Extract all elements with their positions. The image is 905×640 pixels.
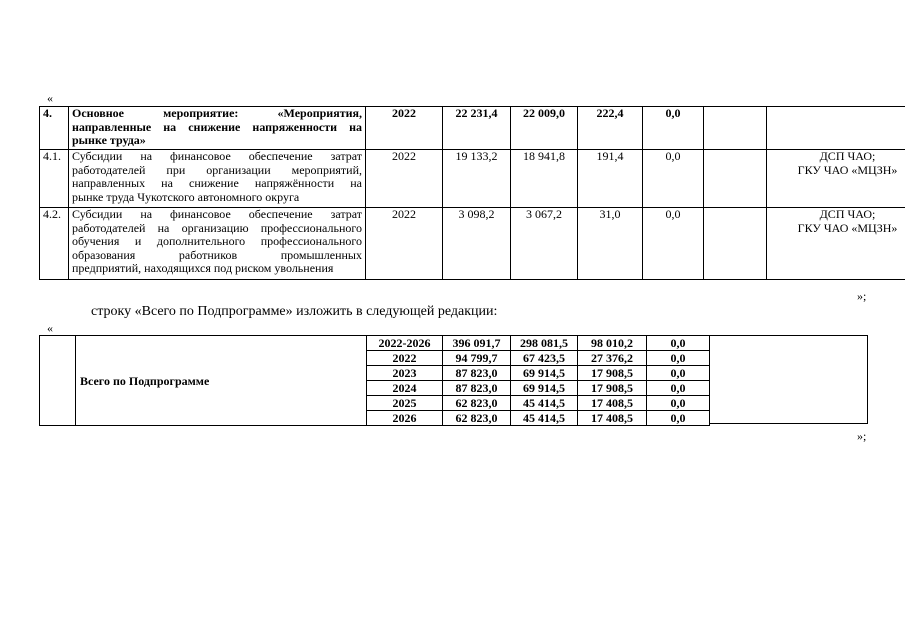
executor-line: ГКУ ЧАО «МЦЗН» xyxy=(797,162,898,177)
table-row xyxy=(40,107,905,150)
row-year: 2022 xyxy=(366,107,443,150)
total-value-2: 98 010,2 xyxy=(578,336,647,351)
row-year: 2022 xyxy=(366,150,443,208)
total-year: 2022-2026 xyxy=(367,336,443,351)
total-value-2: 17 408,5 xyxy=(578,411,647,426)
description-line: работодателей на организацию профессионального xyxy=(72,220,362,235)
description-line: Субсидии на финансовое обеспечение затрат xyxy=(72,207,362,221)
executor-line: ДСП ЧАО; xyxy=(819,149,876,163)
opening-quote-2: « xyxy=(47,321,53,335)
total-value-3: 0,0 xyxy=(647,411,710,426)
closing-quote-1: »; xyxy=(857,289,867,303)
row-description xyxy=(69,150,366,208)
row-executor xyxy=(767,150,905,208)
total-sum: 62 823,0 xyxy=(443,411,511,426)
row-value-3: 0,0 xyxy=(643,107,704,150)
description-line: образования работников промышленных xyxy=(72,247,362,262)
row-value-1: 3 067,2 xyxy=(511,208,578,280)
total-value-1: 69 914,5 xyxy=(511,381,578,396)
total-sum: 62 823,0 xyxy=(443,396,511,411)
description-line: направленные на снижение напряженности на xyxy=(72,119,362,134)
row-value-2: 222,4 xyxy=(578,107,643,150)
total-value-2: 17 908,5 xyxy=(578,366,647,381)
description-line: предприятий, находящихся под риском увольнения xyxy=(72,261,334,275)
row-total: 19 133,2 xyxy=(443,150,511,208)
total-year: 2022 xyxy=(367,351,443,366)
total-value-1: 45 414,5 xyxy=(511,396,578,411)
row-description xyxy=(69,208,366,280)
total-value-3: 0,0 xyxy=(647,351,710,366)
row-executor xyxy=(767,208,905,280)
total-sum: 87 823,0 xyxy=(443,366,511,381)
total-year: 2026 xyxy=(367,411,443,426)
total-value-1: 67 423,5 xyxy=(511,351,578,366)
total-sum: 396 091,7 xyxy=(443,336,511,351)
row-value-2: 191,4 xyxy=(578,150,643,208)
row-number: 4.2. xyxy=(40,208,69,280)
total-sum: 94 799,7 xyxy=(443,351,511,366)
closing-quote-2: »; xyxy=(857,429,867,443)
total-year: 2025 xyxy=(367,396,443,411)
total-value-1: 298 081,5 xyxy=(511,336,578,351)
row-value-1: 18 941,8 xyxy=(511,150,578,208)
total-value-2: 17 908,5 xyxy=(578,381,647,396)
description-line: Основное мероприятие: «Мероприятия, xyxy=(72,106,362,120)
total-value-1: 69 914,5 xyxy=(511,366,578,381)
empty-cell xyxy=(40,336,76,426)
row-number: 4.1. xyxy=(40,150,69,208)
description-line: направленных на снижение напряжённости на xyxy=(72,176,362,190)
empty-cell xyxy=(704,107,767,150)
total-value-3: 0,0 xyxy=(647,396,710,411)
description-line: рынке труда» xyxy=(72,133,146,147)
row-executor xyxy=(767,107,905,150)
total-value-1: 45 414,5 xyxy=(511,411,578,426)
description-line: рынке труда Чукотского автономного округа xyxy=(72,189,300,204)
row-value-1: 22 009,0 xyxy=(511,107,578,150)
row-value-2: 31,0 xyxy=(578,208,643,280)
row-value-3: 0,0 xyxy=(643,208,704,280)
row-year: 2022 xyxy=(366,208,443,280)
description-line: работодателей при организации мероприятий, xyxy=(72,162,362,177)
row-value-3: 0,0 xyxy=(643,150,704,208)
executor-empty-cell xyxy=(709,335,868,424)
total-year: 2024 xyxy=(367,381,443,396)
description-line: Субсидии на финансовое обеспечение затрат xyxy=(72,149,362,163)
row-description xyxy=(69,107,366,150)
row-total: 22 231,4 xyxy=(443,107,511,150)
total-value-3: 0,0 xyxy=(647,366,710,381)
table-row xyxy=(40,208,905,280)
empty-cell xyxy=(704,150,767,208)
subprogram-total-label: Всего по Подпрограмме xyxy=(76,336,367,426)
description-line: обучения и дополнительного профессионального xyxy=(72,234,362,248)
total-value-3: 0,0 xyxy=(647,336,710,351)
executor-line: ГКУ ЧАО «МЦЗН» xyxy=(797,220,898,235)
total-year: 2023 xyxy=(367,366,443,381)
table-row xyxy=(40,336,710,351)
row-number: 4. xyxy=(40,107,69,150)
total-sum: 87 823,0 xyxy=(443,381,511,396)
total-value-2: 17 408,5 xyxy=(578,396,647,411)
opening-quote-1: « xyxy=(47,91,53,105)
table-row xyxy=(40,150,905,208)
amendment-intro-text: строку «Всего по Подпрограмме» изложить в следующей редакции: xyxy=(91,304,498,319)
row-total: 3 098,2 xyxy=(443,208,511,280)
total-value-3: 0,0 xyxy=(647,381,710,396)
total-value-2: 27 376,2 xyxy=(578,351,647,366)
activity-table xyxy=(39,106,905,280)
subprogram-total-table xyxy=(39,335,710,426)
executor-line: ДСП ЧАО; xyxy=(819,207,876,221)
empty-cell xyxy=(704,208,767,280)
